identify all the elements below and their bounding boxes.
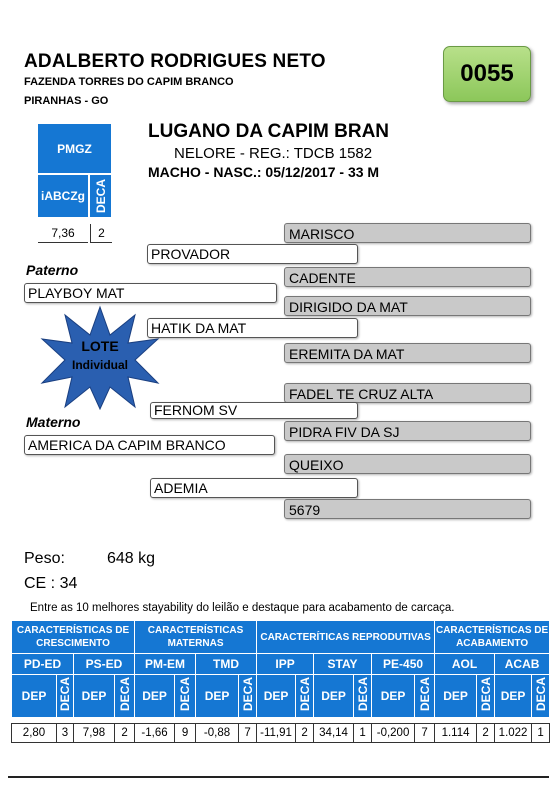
deca-value: 3	[57, 724, 74, 743]
pedigree-sire-dam-sire: DIRIGIDO DA MAT	[284, 296, 531, 316]
column-header: TMD	[196, 654, 257, 675]
animal-name: LUGANO DA CAPIM BRAN	[148, 121, 390, 142]
peso-value: 648 kg	[107, 550, 156, 567]
deca-value: 7	[239, 724, 257, 743]
dep-subheader: DEP	[12, 675, 57, 718]
dep-value: 1.114	[435, 724, 477, 743]
deca-value: 1	[354, 724, 372, 743]
deca-subheader	[354, 675, 372, 718]
dep-value: -0,88	[196, 724, 239, 743]
group-header-crescimento: CARACTERÍSTICAS DE CRESCIMENTO	[12, 621, 135, 654]
deca-header-label: DECA	[93, 178, 108, 213]
dep-value: 34,14	[314, 724, 354, 743]
pedigree-sire-dam-dam: EREMITA DA MAT	[284, 343, 531, 363]
pmgz-label: PMGZ	[38, 124, 111, 173]
lot-number-badge: 0055	[443, 46, 531, 102]
materno-label: Materno	[26, 414, 81, 430]
column-header: ACAB	[495, 654, 550, 675]
deca-subheader-label: DECA	[417, 677, 432, 712]
deca-header	[90, 175, 111, 217]
pedigree-sire-dam: HATIK DA MAT	[147, 318, 358, 338]
deca-subheader-label: DECA	[478, 677, 493, 712]
group-header-maternas: CARACTERÍSTICAS MATERNAS	[135, 621, 257, 654]
owner-name: ADALBERTO RODRIGUES NETO	[24, 51, 326, 72]
dep-subheader: DEP	[495, 675, 532, 718]
pedigree-dam-sire: FERNOM SV	[150, 402, 358, 419]
dep-value: -0,200	[372, 724, 415, 743]
column-header: PS-ED	[74, 654, 135, 675]
deca-value: 7	[415, 724, 435, 743]
group-header-reprodutivas: CARACTERÍTICAS REPRODUTIVAS	[257, 621, 435, 654]
ce-value: CE : 34	[24, 575, 78, 592]
pedigree-sire-sire-dam: CADENTE	[284, 267, 531, 287]
table-row	[12, 724, 550, 743]
dep-value: 7,98	[74, 724, 115, 743]
pedigree-sire: PLAYBOY MAT	[24, 283, 277, 303]
city: PIRANHAS - GO	[24, 95, 109, 107]
animal-breed-registration: NELORE - REG.: TDCB 1582	[174, 145, 373, 162]
deca-value: 2	[115, 724, 135, 743]
column-header: STAY	[314, 654, 372, 675]
dep-table	[11, 620, 550, 743]
column-header: PM-EM	[135, 654, 196, 675]
deca-subheader	[532, 675, 550, 718]
pedigree-sire-sire: PROVADOR	[147, 244, 358, 264]
deca-subheader-label: DECA	[117, 677, 132, 712]
deca-subheader-label: DECA	[533, 677, 548, 712]
deca-value: 9	[175, 724, 196, 743]
deca-value: 2	[90, 224, 112, 243]
peso-label: Peso:	[24, 550, 65, 567]
pedigree-dam-sire-dam: PIDRA FIV DA SJ	[284, 421, 531, 441]
dep-subheader: DEP	[314, 675, 354, 718]
dep-value: 1.022	[495, 724, 532, 743]
deca-subheader-label: DECA	[355, 677, 370, 712]
column-header: IPP	[257, 654, 314, 675]
deca-subheader	[115, 675, 135, 718]
dep-subheader: DEP	[135, 675, 175, 718]
deca-subheader	[477, 675, 495, 718]
pedigree-dam-dam: ADEMIA	[150, 478, 358, 498]
deca-value: 1	[532, 724, 550, 743]
individual-label: Individual	[71, 358, 128, 372]
dep-value: 2,80	[12, 724, 57, 743]
pedigree-sire-sire-sire: MARISCO	[284, 223, 531, 243]
column-header: PD-ED	[12, 654, 74, 675]
iabczg-value: 7,36	[38, 224, 88, 243]
deca-subheader-label: DECA	[58, 677, 72, 712]
paterno-label: Paterno	[26, 262, 79, 278]
deca-subheader-label: DECA	[240, 677, 255, 712]
deca-value: 2	[296, 724, 314, 743]
deca-value: 2	[477, 724, 495, 743]
dep-subheader: DEP	[74, 675, 115, 718]
dep-subheader: DEP	[257, 675, 296, 718]
bottom-divider	[8, 776, 549, 778]
deca-subheader	[175, 675, 196, 718]
highlight-note: Entre as 10 melhores stayability do leilão e destaque para acabamento de carcaça.	[30, 602, 455, 614]
animal-sex-birth: MACHO - NASC.: 05/12/2017 - 33 M	[148, 164, 380, 180]
deca-subheader-label: DECA	[297, 677, 312, 712]
dep-value: -11,91	[257, 724, 296, 743]
pedigree-dam-dam-dam: 5679	[284, 499, 531, 519]
deca-subheader	[239, 675, 257, 718]
farm-name: FAZENDA TORRES DO CAPIM BRANCO	[24, 76, 234, 88]
deca-subheader	[415, 675, 435, 718]
column-header: PE-450	[372, 654, 435, 675]
dep-subheader: DEP	[196, 675, 239, 718]
deca-subheader	[296, 675, 314, 718]
column-header: AOL	[435, 654, 495, 675]
deca-subheader	[57, 675, 74, 718]
dep-value: -1,66	[135, 724, 175, 743]
dep-subheader: DEP	[435, 675, 477, 718]
group-header-acabamento: CARACTERÍSTICAS DE ACABAMENTO	[435, 621, 550, 654]
deca-subheader-label: DECA	[178, 677, 193, 712]
pedigree-dam-sire-sire: FADEL TE CRUZ ALTA	[284, 383, 531, 403]
lote-label: LOTE	[81, 338, 119, 354]
pedigree-dam: AMERICA DA CAPIM BRANCO	[24, 435, 275, 455]
pedigree-dam-dam-sire: QUEIXO	[284, 454, 531, 474]
dep-subheader: DEP	[372, 675, 415, 718]
iabczg-label: iABCZg	[38, 175, 88, 217]
